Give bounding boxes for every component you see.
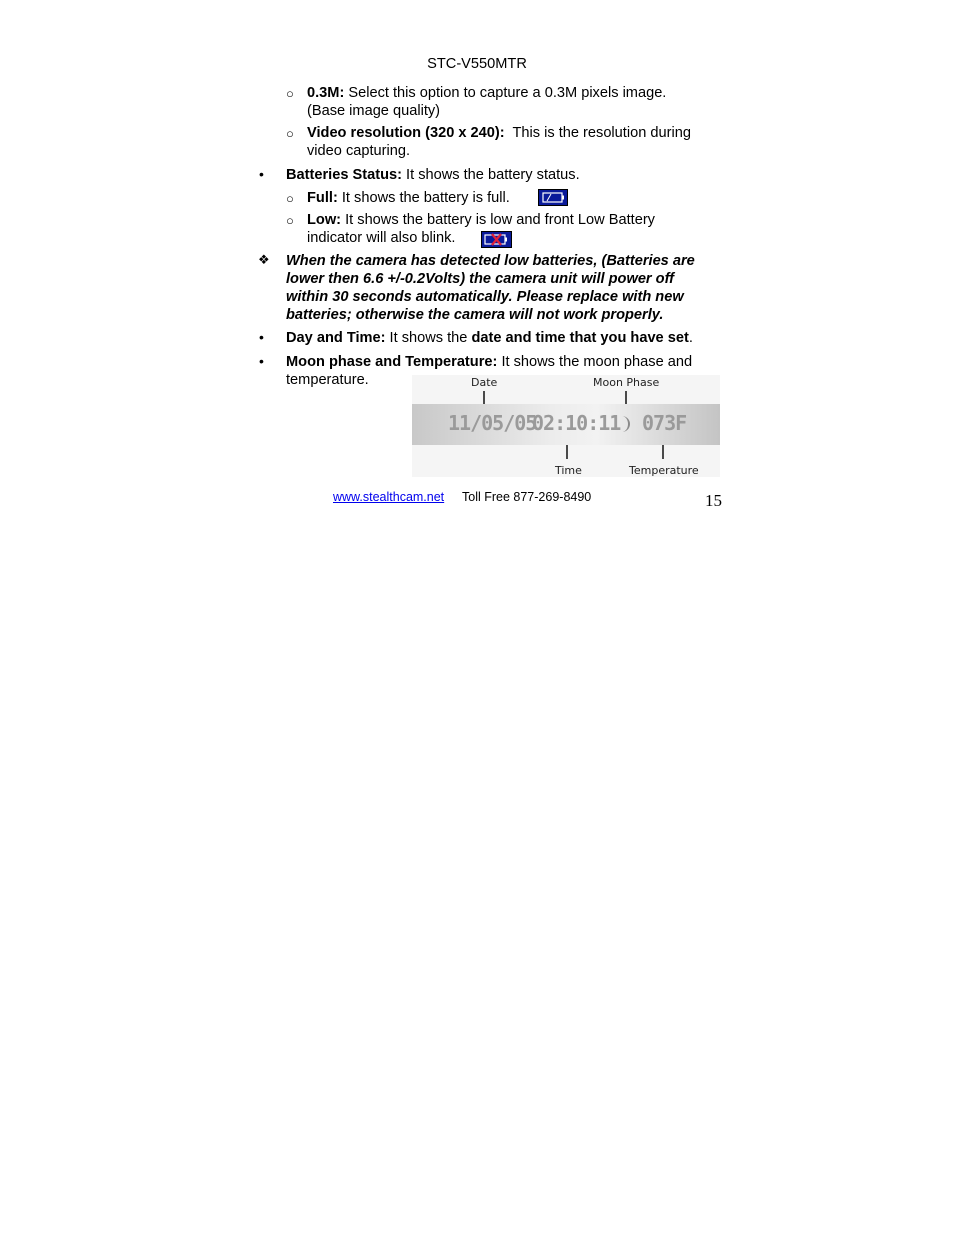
bullet: • — [259, 166, 264, 182]
item-label: Video resolution (320 x 240): — [307, 125, 505, 141]
item-text-cont: (Base image quality) — [307, 103, 441, 119]
item-text: Select this option to capture a 0.3M pixels image. — [348, 85, 667, 101]
date-value: 11/05/05 — [448, 411, 537, 435]
item-video — [307, 124, 691, 142]
temperature-label: Temperature — [629, 464, 699, 477]
battery-full-icon — [538, 189, 568, 206]
item-daytime — [286, 329, 693, 347]
sub-bullet: ○ — [286, 86, 294, 101]
item-text: It shows the — [389, 330, 468, 346]
item-low — [307, 211, 655, 229]
page-header: STC-V550MTR — [427, 56, 527, 72]
item-text-cont: video capturing. — [307, 143, 411, 159]
note-line: batteries; otherwise the camera will not work properly. — [286, 307, 664, 323]
temperature-value: 073F — [642, 411, 687, 435]
page-number: 15 — [705, 491, 722, 510]
item-text-cont: indicator will also blink. — [307, 230, 456, 246]
item-emphasis: date and time that you have set — [471, 330, 689, 346]
moon-phase-label: Moon Phase — [593, 376, 660, 389]
item-battery — [286, 166, 580, 184]
note-line: When the camera has detected low batteries, (Batteries are — [286, 253, 695, 269]
item-moon — [286, 353, 692, 371]
item-text: It shows the battery is full. — [341, 190, 510, 206]
time-value: 02:10:11 — [532, 411, 621, 435]
time-label: Time — [555, 464, 582, 477]
bullet: • — [259, 329, 264, 345]
moon-phase-icon — [617, 414, 633, 434]
sub-bullet: ○ — [286, 191, 294, 206]
item-text: It shows the battery status. — [406, 167, 580, 183]
item-label: Moon phase and Temperature: — [286, 354, 498, 370]
diamond-bullet-icon: ❖ — [258, 252, 270, 267]
battery-low-icon — [481, 231, 512, 248]
item-text: It shows the moon phase and — [501, 354, 693, 370]
sub-bullet: ○ — [286, 213, 294, 228]
date-label: Date — [471, 376, 498, 389]
note-line: lower then 6.6 +/-0.2Volts) the camera unit will power off — [286, 271, 675, 287]
item-label: Batteries Status: — [286, 167, 402, 183]
item-label: Day and Time: — [286, 330, 386, 346]
item-label: Full: — [307, 190, 338, 206]
phone-text: Toll Free 877-269-8490 — [462, 490, 592, 504]
item-label: 0.3M: — [307, 85, 345, 101]
item-text: This is the resolution during — [512, 125, 691, 141]
display-bar — [412, 404, 720, 445]
display-figure — [412, 375, 720, 477]
bullet: • — [259, 353, 264, 369]
item-period: . — [688, 330, 693, 346]
website-link[interactable]: www.stealthcam.net — [333, 490, 445, 504]
item-03m — [307, 84, 666, 102]
item-full — [307, 189, 510, 207]
item-label: Low: — [307, 212, 342, 228]
note-line: within 30 seconds automatically. Please replace with new — [286, 289, 684, 305]
item-text: It shows the battery is low and front Low Battery — [345, 212, 655, 228]
sub-bullet: ○ — [286, 126, 294, 141]
item-text-cont: temperature. — [286, 372, 369, 388]
